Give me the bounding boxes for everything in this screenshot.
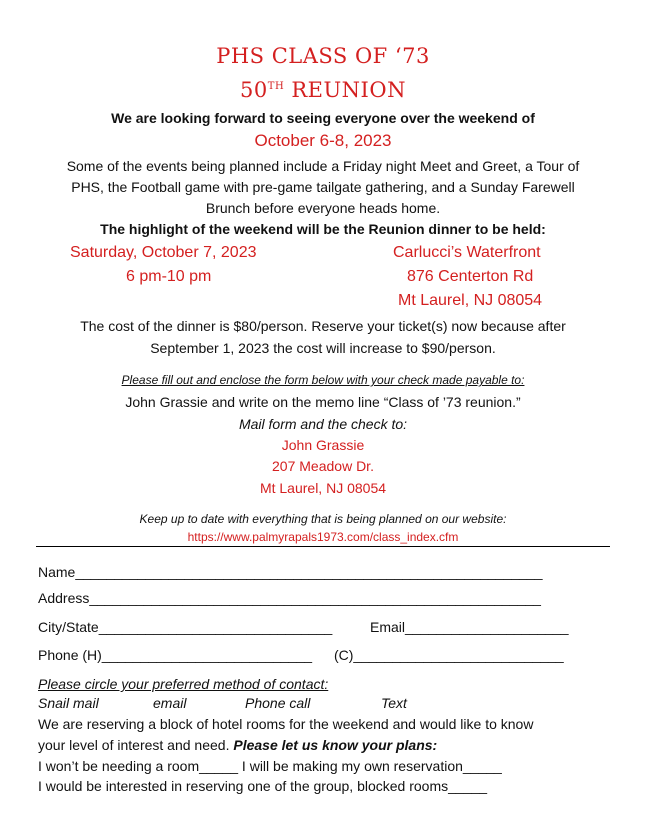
reunion-title [0, 78, 646, 102]
title-number: 50 [240, 78, 268, 102]
website-note: Keep up to date with everything that is being planned on our website: [139, 512, 507, 526]
dinner-date: Saturday, October 7, 2023 [70, 244, 257, 261]
room-option-2[interactable]: I would be interested in reserving one of the group, blocked rooms_____ [38, 778, 488, 794]
reunion-dates: October 6-8, 2023 [254, 131, 392, 150]
title-superscript: TH [267, 81, 285, 92]
highlight-text: The highlight of the weekend will be the Reunion dinner to be held: [100, 221, 546, 237]
contact-option-email[interactable]: email [153, 695, 187, 711]
mail-address-city: Mt Laurel, NJ 08054 [259, 480, 387, 496]
city-state-field[interactable]: City/State______________________________ [38, 619, 333, 635]
hotel-line-1: We are reserving a block of hotel rooms for the weekend and would like to know [38, 716, 534, 732]
contact-option-phone-call[interactable]: Phone call [245, 695, 311, 711]
name-field[interactable]: Name____________________________________________________________ [38, 564, 543, 580]
contact-heading: Please circle your preferred method of contact: [38, 676, 329, 692]
payment-instruction: Please fill out and enclose the form below with your check made payable to: [121, 373, 525, 387]
contact-option-text[interactable]: Text [381, 695, 407, 711]
events-line-1: Some of the events being planned include a Friday night Meet and Greet, a Tour of [66, 158, 580, 174]
cost-line-2: September 1, 2023 the cost will increase to $90/person. [150, 340, 496, 356]
phone-cell-field[interactable]: (C)___________________________ [334, 647, 564, 663]
room-option-1[interactable]: I won’t be needing a room_____ I will be making my own reservation_____ [38, 758, 502, 774]
mail-address-street: 207 Meadow Dr. [272, 458, 374, 474]
website-link[interactable]: https://www.palmyrapals1973.com/class_index.cfm [187, 530, 459, 544]
events-line-2: PHS, the Football game with pre-game tailgate gathering, and a Sunday Farewell [71, 179, 575, 195]
hotel-line-2-plain: your level of interest and need. [38, 737, 230, 753]
mail-heading: Mail form and the check to: [238, 416, 408, 432]
address-field[interactable]: Address__________________________________________________________ [38, 590, 541, 606]
contact-option-snail-mail[interactable]: Snail mail [38, 695, 99, 711]
intro-text: We are looking forward to seeing everyone over the weekend of [111, 110, 535, 126]
page-title: PHS CLASS OF ‘73 [216, 44, 430, 68]
hotel-line-2-bold: Please let us know your plans: [229, 737, 438, 753]
dinner-city: Mt Laurel, NJ 08054 [398, 292, 543, 309]
dinner-time: 6 pm-10 pm [126, 268, 212, 285]
title-rest: REUNION [284, 78, 406, 102]
mail-address-name: John Grassie [281, 437, 365, 453]
email-field[interactable]: Email_____________________ [370, 619, 569, 635]
dinner-street: 876 Centerton Rd [407, 268, 534, 285]
phone-home-field[interactable]: Phone (H)___________________________ [38, 647, 313, 663]
hotel-line-2 [38, 737, 437, 753]
dinner-venue: Carlucci’s Waterfront [393, 244, 541, 261]
events-line-3: Brunch before everyone heads home. [205, 200, 441, 216]
payee-text: John Grassie and write on the memo line “Class of ’73 reunion.” [125, 394, 521, 410]
form-divider [36, 546, 610, 547]
cost-line-1: The cost of the dinner is $80/person. Reserve your ticket(s) now because after [80, 318, 566, 334]
